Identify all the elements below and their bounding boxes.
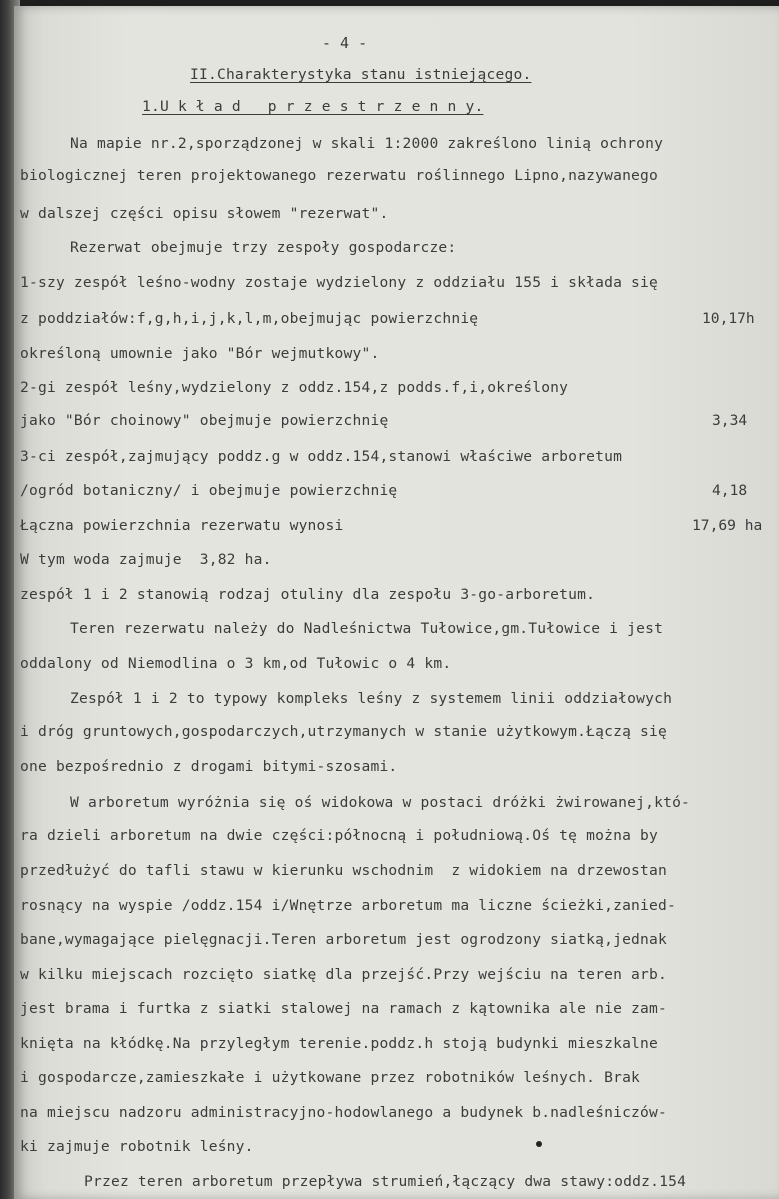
text-line: zespół 1 i 2 stanowią rodzaj otuliny dla zespołu 3-go-arboretum. bbox=[20, 586, 596, 603]
text-line: Teren rezerwatu należy do Nadleśnictwa Tułowice,gm.Tułowice i jest bbox=[70, 620, 664, 637]
text-line: rosnący na wyspie /oddz.154 i/Wnętrze arboretum ma liczne ścieżki,zanied- bbox=[20, 897, 676, 914]
text-line: i dróg gruntowych,gospodarczych,utrzymanych w stanie użytkowym.Łączą się bbox=[20, 723, 668, 740]
text-line: biologicznej teren projektowanego rezerwatu roślinnego Lipno,nazywanego bbox=[20, 167, 659, 184]
text-line: określoną umownie jako "Bór wejmutkowy". bbox=[20, 345, 380, 362]
text-line: na miejscu nadzoru administracyjno-hodowlanego a budynek b.nadleśniczów- bbox=[20, 1104, 668, 1121]
text-line: ra dzieli arboretum na dwie części:północną i południową.Oś tę można by bbox=[20, 827, 659, 844]
text-line: w kilku miejscach rozcięto siatkę dla przejść.Przy wejściu na teren arb. bbox=[20, 966, 668, 983]
section-heading: II.Charakterystyka stanu istniejącego. bbox=[190, 66, 532, 83]
text-line: W arboretum wyróżnia się oś widokowa w postaci dróżki żwirowanej,któ- bbox=[70, 794, 691, 811]
text-line: 3-ci zespół,zajmujący poddz.g w oddz.154,stanowi właściwe arboretum bbox=[20, 448, 623, 465]
text-line: 2-gi zespół leśny,wydzielony z oddz.154,z podds.f,i,określony bbox=[20, 379, 569, 396]
text-line: ki zajmuje robotnik leśny. bbox=[20, 1138, 254, 1155]
text-line: /ogród botaniczny/ i obejmuje powierzchnię bbox=[20, 482, 398, 499]
text-line: jako "Bór choinowy" obejmuje powierzchnię bbox=[20, 412, 389, 429]
area-value-total: 17,69 ha bbox=[692, 517, 763, 534]
text-line: Łączna powierzchnia rezerwatu wynosi bbox=[20, 517, 344, 534]
text-line: one bezpośrednio z drogami bitymi-szosami. bbox=[20, 758, 398, 775]
text-line: w dalszej części opisu słowem "rezerwat". bbox=[20, 205, 389, 222]
ink-dot bbox=[536, 1141, 542, 1147]
text-line: 1-szy zespół leśno-wodny zostaje wydzielony z oddziału 155 i składa się bbox=[20, 274, 659, 291]
text-line: knięta na kłódkę.Na przyległym terenie.poddz.h stoją budynki mieszkalne bbox=[20, 1035, 659, 1052]
text-line: bane,wymagające pielęgnacji.Teren arboretum jest ogrodzony siatką,jednak bbox=[20, 931, 668, 948]
area-value-zespol-2: 3,34 bbox=[712, 412, 748, 429]
area-value-zespol-1: 10,17h bbox=[702, 310, 755, 327]
text-line: oddalony od Niemodlina o 3 km,od Tułowic o 4 km. bbox=[20, 655, 452, 672]
text-line: Zespół 1 i 2 to typowy kompleks leśny z systemem linii oddziałowych bbox=[70, 690, 673, 707]
text-line: i gospodarcze,zamieszkałe i użytkowane przez robotników leśnych. Brak bbox=[20, 1069, 641, 1086]
subsection-heading: 1.U k ł a d p r z e s t r z e n n y. bbox=[142, 98, 484, 115]
text-line: z poddziałów:f,g,h,i,j,k,l,m,obejmując powierzchnię bbox=[20, 310, 479, 327]
text-line: W tym woda zajmuje 3,82 ha. bbox=[20, 551, 272, 568]
text-line: Na mapie nr.2,sporządzonej w skali 1:2000 zakreślono linią ochrony bbox=[70, 135, 664, 152]
text-line: jest brama i furtka z siatki stalowej na ramach z kątownika ale nie zam- bbox=[20, 1000, 668, 1017]
text-line: Rezerwat obejmuje trzy zespoły gospodarcze: bbox=[70, 239, 457, 256]
document-page bbox=[14, 6, 779, 1199]
page-number: - 4 - bbox=[322, 34, 368, 52]
text-line: przedłużyć do tafli stawu w kierunku wschodnim z widokiem na drzewostan bbox=[20, 862, 668, 879]
text-line: Przez teren arboretum przepływa strumień,łączący dwa stawy:oddz.154 bbox=[84, 1173, 687, 1190]
area-value-zespol-3: 4,18 bbox=[712, 482, 748, 499]
